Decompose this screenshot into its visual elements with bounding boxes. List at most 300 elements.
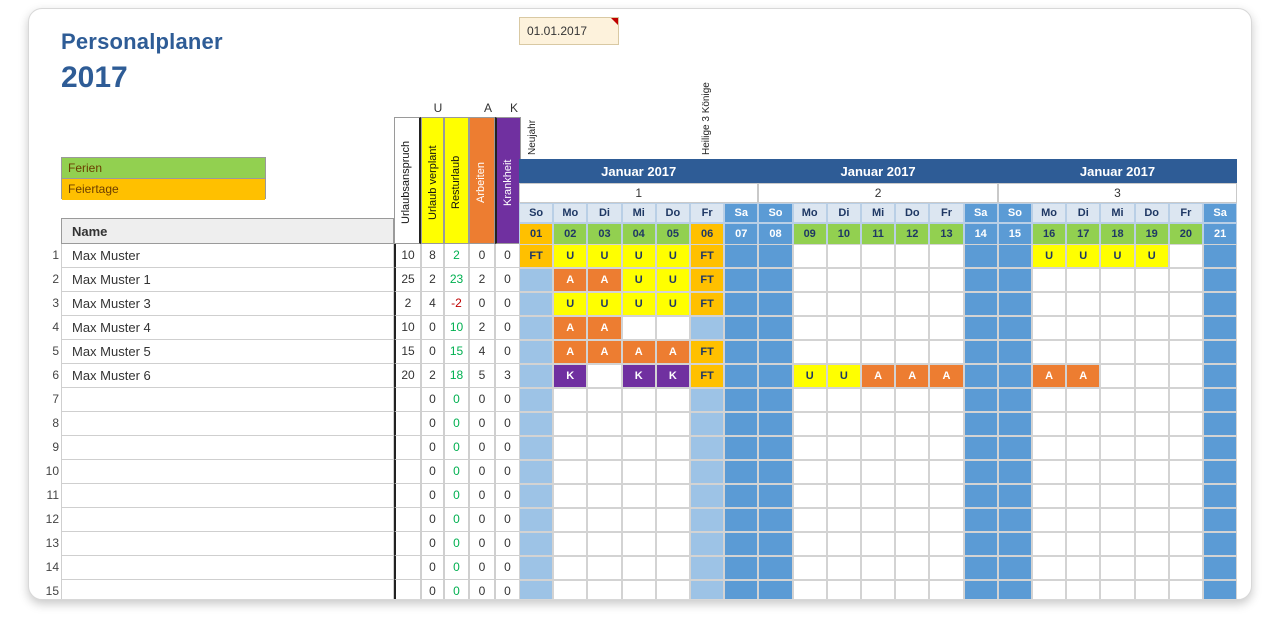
day-cell-13-06[interactable] <box>690 532 724 556</box>
day-cell-11-15[interactable] <box>998 484 1032 508</box>
day-cell-11-01[interactable] <box>519 484 553 508</box>
day-cell-7-04[interactable] <box>622 388 656 412</box>
day-cell-5-21[interactable] <box>1203 340 1237 364</box>
day-cell-11-14[interactable] <box>964 484 998 508</box>
day-cell-7-05[interactable] <box>656 388 690 412</box>
day-cell-5-03[interactable]: A <box>587 340 621 364</box>
day-cell-5-13[interactable] <box>929 340 963 364</box>
day-cell-6-03[interactable] <box>587 364 621 388</box>
summary-cell-10-2[interactable]: 0 <box>444 460 469 484</box>
summary-cell-8-2[interactable]: 0 <box>444 412 469 436</box>
day-cell-7-20[interactable] <box>1169 388 1203 412</box>
day-cell-11-08[interactable] <box>758 484 792 508</box>
day-cell-14-20[interactable] <box>1169 556 1203 580</box>
day-cell-5-01[interactable] <box>519 340 553 364</box>
day-cell-11-10[interactable] <box>827 484 861 508</box>
day-cell-14-13[interactable] <box>929 556 963 580</box>
day-cell-9-09[interactable] <box>793 436 827 460</box>
day-cell-11-12[interactable] <box>895 484 929 508</box>
day-cell-14-12[interactable] <box>895 556 929 580</box>
day-cell-6-19[interactable] <box>1135 364 1169 388</box>
day-cell-5-19[interactable] <box>1135 340 1169 364</box>
summary-cell-3-1[interactable]: 4 <box>421 292 444 316</box>
day-cell-14-08[interactable] <box>758 556 792 580</box>
day-cell-8-16[interactable] <box>1032 412 1066 436</box>
day-cell-14-21[interactable] <box>1203 556 1237 580</box>
summary-cell-15-1[interactable]: 0 <box>421 580 444 600</box>
day-cell-10-04[interactable] <box>622 460 656 484</box>
day-cell-7-18[interactable] <box>1100 388 1134 412</box>
day-cell-10-17[interactable] <box>1066 460 1100 484</box>
day-cell-12-07[interactable] <box>724 508 758 532</box>
day-cell-13-20[interactable] <box>1169 532 1203 556</box>
summary-cell-7-1[interactable]: 0 <box>421 388 444 412</box>
name-cell-1[interactable]: Max Muster <box>61 244 394 268</box>
day-cell-14-18[interactable] <box>1100 556 1134 580</box>
day-cell-9-04[interactable] <box>622 436 656 460</box>
day-cell-14-17[interactable] <box>1066 556 1100 580</box>
day-cell-7-06[interactable] <box>690 388 724 412</box>
day-cell-3-20[interactable] <box>1169 292 1203 316</box>
day-cell-5-10[interactable] <box>827 340 861 364</box>
day-cell-13-21[interactable] <box>1203 532 1237 556</box>
day-cell-4-02[interactable]: A <box>553 316 587 340</box>
day-cell-7-13[interactable] <box>929 388 963 412</box>
summary-cell-12-3[interactable]: 0 <box>469 508 495 532</box>
day-cell-10-14[interactable] <box>964 460 998 484</box>
day-cell-8-10[interactable] <box>827 412 861 436</box>
summary-cell-4-2[interactable]: 10 <box>444 316 469 340</box>
name-cell-12[interactable] <box>61 508 394 532</box>
day-cell-9-06[interactable] <box>690 436 724 460</box>
day-cell-11-17[interactable] <box>1066 484 1100 508</box>
day-cell-3-13[interactable] <box>929 292 963 316</box>
day-cell-15-21[interactable] <box>1203 580 1237 600</box>
day-cell-3-18[interactable] <box>1100 292 1134 316</box>
day-cell-9-10[interactable] <box>827 436 861 460</box>
day-cell-13-07[interactable] <box>724 532 758 556</box>
summary-cell-10-3[interactable]: 0 <box>469 460 495 484</box>
day-cell-13-03[interactable] <box>587 532 621 556</box>
day-cell-9-18[interactable] <box>1100 436 1134 460</box>
day-cell-12-04[interactable] <box>622 508 656 532</box>
summary-cell-9-4[interactable]: 0 <box>495 436 521 460</box>
day-cell-13-15[interactable] <box>998 532 1032 556</box>
day-cell-9-11[interactable] <box>861 436 895 460</box>
summary-cell-8-4[interactable]: 0 <box>495 412 521 436</box>
day-cell-6-14[interactable] <box>964 364 998 388</box>
day-cell-15-02[interactable] <box>553 580 587 600</box>
day-cell-1-10[interactable] <box>827 244 861 268</box>
day-cell-2-11[interactable] <box>861 268 895 292</box>
day-cell-4-12[interactable] <box>895 316 929 340</box>
day-cell-5-18[interactable] <box>1100 340 1134 364</box>
day-cell-15-03[interactable] <box>587 580 621 600</box>
day-cell-15-18[interactable] <box>1100 580 1134 600</box>
day-cell-13-18[interactable] <box>1100 532 1134 556</box>
day-cell-1-04[interactable]: U <box>622 244 656 268</box>
day-cell-3-09[interactable] <box>793 292 827 316</box>
day-cell-4-20[interactable] <box>1169 316 1203 340</box>
day-cell-14-11[interactable] <box>861 556 895 580</box>
summary-cell-1-4[interactable]: 0 <box>495 244 521 268</box>
name-cell-3[interactable]: Max Muster 3 <box>61 292 394 316</box>
day-cell-3-17[interactable] <box>1066 292 1100 316</box>
summary-cell-2-2[interactable]: 23 <box>444 268 469 292</box>
day-cell-12-12[interactable] <box>895 508 929 532</box>
day-cell-1-14[interactable] <box>964 244 998 268</box>
day-cell-2-06[interactable]: FT <box>690 268 724 292</box>
day-cell-7-09[interactable] <box>793 388 827 412</box>
day-cell-6-06[interactable]: FT <box>690 364 724 388</box>
day-cell-3-01[interactable] <box>519 292 553 316</box>
day-cell-1-20[interactable] <box>1169 244 1203 268</box>
day-cell-14-10[interactable] <box>827 556 861 580</box>
day-cell-3-19[interactable] <box>1135 292 1169 316</box>
day-cell-2-21[interactable] <box>1203 268 1237 292</box>
day-cell-4-04[interactable] <box>622 316 656 340</box>
day-cell-5-08[interactable] <box>758 340 792 364</box>
day-cell-3-02[interactable]: U <box>553 292 587 316</box>
summary-cell-5-3[interactable]: 4 <box>469 340 495 364</box>
day-cell-11-21[interactable] <box>1203 484 1237 508</box>
summary-cell-4-1[interactable]: 0 <box>421 316 444 340</box>
day-cell-5-17[interactable] <box>1066 340 1100 364</box>
day-cell-6-08[interactable] <box>758 364 792 388</box>
day-cell-12-08[interactable] <box>758 508 792 532</box>
summary-cell-6-2[interactable]: 18 <box>444 364 469 388</box>
day-cell-4-08[interactable] <box>758 316 792 340</box>
day-cell-2-03[interactable]: A <box>587 268 621 292</box>
day-cell-13-01[interactable] <box>519 532 553 556</box>
day-cell-11-03[interactable] <box>587 484 621 508</box>
day-cell-6-09[interactable]: U <box>793 364 827 388</box>
day-cell-4-18[interactable] <box>1100 316 1134 340</box>
day-cell-4-17[interactable] <box>1066 316 1100 340</box>
day-cell-7-01[interactable] <box>519 388 553 412</box>
summary-cell-15-2[interactable]: 0 <box>444 580 469 600</box>
name-cell-6[interactable]: Max Muster 6 <box>61 364 394 388</box>
day-cell-5-20[interactable] <box>1169 340 1203 364</box>
day-cell-10-18[interactable] <box>1100 460 1134 484</box>
day-cell-9-16[interactable] <box>1032 436 1066 460</box>
day-cell-12-13[interactable] <box>929 508 963 532</box>
day-cell-3-11[interactable] <box>861 292 895 316</box>
day-cell-9-17[interactable] <box>1066 436 1100 460</box>
day-cell-5-11[interactable] <box>861 340 895 364</box>
day-cell-8-18[interactable] <box>1100 412 1134 436</box>
day-cell-2-18[interactable] <box>1100 268 1134 292</box>
day-cell-9-20[interactable] <box>1169 436 1203 460</box>
day-cell-3-05[interactable]: U <box>656 292 690 316</box>
day-cell-3-10[interactable] <box>827 292 861 316</box>
day-cell-10-19[interactable] <box>1135 460 1169 484</box>
day-cell-11-18[interactable] <box>1100 484 1134 508</box>
day-cell-12-20[interactable] <box>1169 508 1203 532</box>
day-cell-9-05[interactable] <box>656 436 690 460</box>
day-cell-1-11[interactable] <box>861 244 895 268</box>
summary-cell-13-2[interactable]: 0 <box>444 532 469 556</box>
day-cell-2-13[interactable] <box>929 268 963 292</box>
summary-cell-14-0[interactable] <box>394 556 421 580</box>
day-cell-8-20[interactable] <box>1169 412 1203 436</box>
day-cell-13-17[interactable] <box>1066 532 1100 556</box>
summary-cell-10-4[interactable]: 0 <box>495 460 521 484</box>
day-cell-10-05[interactable] <box>656 460 690 484</box>
day-cell-6-07[interactable] <box>724 364 758 388</box>
day-cell-4-01[interactable] <box>519 316 553 340</box>
summary-cell-5-2[interactable]: 15 <box>444 340 469 364</box>
day-cell-2-17[interactable] <box>1066 268 1100 292</box>
day-cell-1-18[interactable]: U <box>1100 244 1134 268</box>
name-cell-5[interactable]: Max Muster 5 <box>61 340 394 364</box>
summary-cell-7-4[interactable]: 0 <box>495 388 521 412</box>
day-cell-2-12[interactable] <box>895 268 929 292</box>
day-cell-5-15[interactable] <box>998 340 1032 364</box>
day-cell-4-15[interactable] <box>998 316 1032 340</box>
day-cell-15-11[interactable] <box>861 580 895 600</box>
day-cell-9-14[interactable] <box>964 436 998 460</box>
day-cell-6-01[interactable] <box>519 364 553 388</box>
day-cell-15-13[interactable] <box>929 580 963 600</box>
summary-cell-9-3[interactable]: 0 <box>469 436 495 460</box>
name-cell-13[interactable] <box>61 532 394 556</box>
day-cell-2-05[interactable]: U <box>656 268 690 292</box>
day-cell-6-17[interactable]: A <box>1066 364 1100 388</box>
summary-cell-8-0[interactable] <box>394 412 421 436</box>
day-cell-8-04[interactable] <box>622 412 656 436</box>
day-cell-12-02[interactable] <box>553 508 587 532</box>
day-cell-15-15[interactable] <box>998 580 1032 600</box>
day-cell-2-09[interactable] <box>793 268 827 292</box>
day-cell-6-02[interactable]: K <box>553 364 587 388</box>
day-cell-15-07[interactable] <box>724 580 758 600</box>
summary-cell-6-0[interactable]: 20 <box>394 364 421 388</box>
summary-cell-13-3[interactable]: 0 <box>469 532 495 556</box>
day-cell-2-19[interactable] <box>1135 268 1169 292</box>
day-cell-6-13[interactable]: A <box>929 364 963 388</box>
day-cell-7-15[interactable] <box>998 388 1032 412</box>
day-cell-4-21[interactable] <box>1203 316 1237 340</box>
day-cell-10-11[interactable] <box>861 460 895 484</box>
day-cell-6-20[interactable] <box>1169 364 1203 388</box>
summary-cell-15-0[interactable] <box>394 580 421 600</box>
day-cell-9-08[interactable] <box>758 436 792 460</box>
day-cell-15-04[interactable] <box>622 580 656 600</box>
day-cell-8-01[interactable] <box>519 412 553 436</box>
day-cell-14-03[interactable] <box>587 556 621 580</box>
day-cell-12-19[interactable] <box>1135 508 1169 532</box>
summary-cell-6-4[interactable]: 3 <box>495 364 521 388</box>
day-cell-11-20[interactable] <box>1169 484 1203 508</box>
day-cell-11-13[interactable] <box>929 484 963 508</box>
day-cell-12-03[interactable] <box>587 508 621 532</box>
day-cell-15-19[interactable] <box>1135 580 1169 600</box>
summary-cell-9-1[interactable]: 0 <box>421 436 444 460</box>
day-cell-7-10[interactable] <box>827 388 861 412</box>
summary-cell-3-0[interactable]: 2 <box>394 292 421 316</box>
summary-cell-12-0[interactable] <box>394 508 421 532</box>
name-cell-14[interactable] <box>61 556 394 580</box>
day-cell-13-13[interactable] <box>929 532 963 556</box>
summary-cell-11-4[interactable]: 0 <box>495 484 521 508</box>
day-cell-9-21[interactable] <box>1203 436 1237 460</box>
day-cell-14-02[interactable] <box>553 556 587 580</box>
day-cell-6-18[interactable] <box>1100 364 1134 388</box>
day-cell-13-02[interactable] <box>553 532 587 556</box>
day-cell-9-01[interactable] <box>519 436 553 460</box>
summary-cell-1-1[interactable]: 8 <box>421 244 444 268</box>
day-cell-4-19[interactable] <box>1135 316 1169 340</box>
day-cell-8-11[interactable] <box>861 412 895 436</box>
day-cell-13-09[interactable] <box>793 532 827 556</box>
day-cell-10-03[interactable] <box>587 460 621 484</box>
day-cell-2-20[interactable] <box>1169 268 1203 292</box>
summary-cell-2-1[interactable]: 2 <box>421 268 444 292</box>
day-cell-1-19[interactable]: U <box>1135 244 1169 268</box>
summary-cell-5-4[interactable]: 0 <box>495 340 521 364</box>
summary-cell-10-0[interactable] <box>394 460 421 484</box>
day-cell-12-05[interactable] <box>656 508 690 532</box>
day-cell-15-05[interactable] <box>656 580 690 600</box>
day-cell-12-01[interactable] <box>519 508 553 532</box>
name-cell-10[interactable] <box>61 460 394 484</box>
day-cell-10-20[interactable] <box>1169 460 1203 484</box>
day-cell-12-18[interactable] <box>1100 508 1134 532</box>
summary-cell-14-4[interactable]: 0 <box>495 556 521 580</box>
day-cell-4-11[interactable] <box>861 316 895 340</box>
day-cell-4-06[interactable] <box>690 316 724 340</box>
day-cell-14-19[interactable] <box>1135 556 1169 580</box>
day-cell-8-06[interactable] <box>690 412 724 436</box>
day-cell-3-06[interactable]: FT <box>690 292 724 316</box>
day-cell-13-10[interactable] <box>827 532 861 556</box>
summary-cell-11-3[interactable]: 0 <box>469 484 495 508</box>
name-cell-11[interactable] <box>61 484 394 508</box>
day-cell-14-14[interactable] <box>964 556 998 580</box>
day-cell-9-12[interactable] <box>895 436 929 460</box>
summary-cell-3-3[interactable]: 0 <box>469 292 495 316</box>
day-cell-6-11[interactable]: A <box>861 364 895 388</box>
day-cell-7-03[interactable] <box>587 388 621 412</box>
day-cell-1-17[interactable]: U <box>1066 244 1100 268</box>
day-cell-8-09[interactable] <box>793 412 827 436</box>
day-cell-12-17[interactable] <box>1066 508 1100 532</box>
day-cell-9-03[interactable] <box>587 436 621 460</box>
summary-cell-3-2[interactable]: -2 <box>444 292 469 316</box>
day-cell-11-02[interactable] <box>553 484 587 508</box>
day-cell-6-16[interactable]: A <box>1032 364 1066 388</box>
day-cell-15-17[interactable] <box>1066 580 1100 600</box>
summary-cell-1-0[interactable]: 10 <box>394 244 421 268</box>
day-cell-14-04[interactable] <box>622 556 656 580</box>
date-input[interactable] <box>519 17 619 45</box>
summary-cell-5-1[interactable]: 0 <box>421 340 444 364</box>
day-cell-8-21[interactable] <box>1203 412 1237 436</box>
day-cell-10-16[interactable] <box>1032 460 1066 484</box>
day-cell-10-06[interactable] <box>690 460 724 484</box>
day-cell-8-12[interactable] <box>895 412 929 436</box>
day-cell-14-09[interactable] <box>793 556 827 580</box>
day-cell-7-11[interactable] <box>861 388 895 412</box>
day-cell-9-07[interactable] <box>724 436 758 460</box>
day-cell-4-09[interactable] <box>793 316 827 340</box>
day-cell-10-02[interactable] <box>553 460 587 484</box>
day-cell-1-13[interactable] <box>929 244 963 268</box>
day-cell-5-16[interactable] <box>1032 340 1066 364</box>
day-cell-10-13[interactable] <box>929 460 963 484</box>
day-cell-7-17[interactable] <box>1066 388 1100 412</box>
day-cell-4-05[interactable] <box>656 316 690 340</box>
day-cell-12-21[interactable] <box>1203 508 1237 532</box>
day-cell-3-07[interactable] <box>724 292 758 316</box>
day-cell-8-17[interactable] <box>1066 412 1100 436</box>
day-cell-8-07[interactable] <box>724 412 758 436</box>
day-cell-10-21[interactable] <box>1203 460 1237 484</box>
day-cell-11-11[interactable] <box>861 484 895 508</box>
summary-cell-15-3[interactable]: 0 <box>469 580 495 600</box>
day-cell-6-05[interactable]: K <box>656 364 690 388</box>
day-cell-15-09[interactable] <box>793 580 827 600</box>
day-cell-12-09[interactable] <box>793 508 827 532</box>
summary-cell-14-3[interactable]: 0 <box>469 556 495 580</box>
summary-cell-11-2[interactable]: 0 <box>444 484 469 508</box>
day-cell-10-12[interactable] <box>895 460 929 484</box>
day-cell-7-21[interactable] <box>1203 388 1237 412</box>
name-cell-8[interactable] <box>61 412 394 436</box>
summary-cell-7-3[interactable]: 0 <box>469 388 495 412</box>
summary-cell-2-4[interactable]: 0 <box>495 268 521 292</box>
day-cell-11-07[interactable] <box>724 484 758 508</box>
day-cell-12-11[interactable] <box>861 508 895 532</box>
day-cell-2-16[interactable] <box>1032 268 1066 292</box>
day-cell-15-01[interactable] <box>519 580 553 600</box>
summary-cell-4-4[interactable]: 0 <box>495 316 521 340</box>
summary-cell-1-3[interactable]: 0 <box>469 244 495 268</box>
day-cell-7-02[interactable] <box>553 388 587 412</box>
day-cell-4-07[interactable] <box>724 316 758 340</box>
day-cell-14-07[interactable] <box>724 556 758 580</box>
day-cell-3-14[interactable] <box>964 292 998 316</box>
summary-cell-1-2[interactable]: 2 <box>444 244 469 268</box>
day-cell-11-19[interactable] <box>1135 484 1169 508</box>
day-cell-8-03[interactable] <box>587 412 621 436</box>
day-cell-12-15[interactable] <box>998 508 1032 532</box>
day-cell-7-16[interactable] <box>1032 388 1066 412</box>
day-cell-5-12[interactable] <box>895 340 929 364</box>
day-cell-7-19[interactable] <box>1135 388 1169 412</box>
day-cell-1-12[interactable] <box>895 244 929 268</box>
day-cell-3-21[interactable] <box>1203 292 1237 316</box>
day-cell-5-14[interactable] <box>964 340 998 364</box>
day-cell-10-07[interactable] <box>724 460 758 484</box>
summary-cell-15-4[interactable]: 0 <box>495 580 521 600</box>
day-cell-10-10[interactable] <box>827 460 861 484</box>
day-cell-11-04[interactable] <box>622 484 656 508</box>
day-cell-13-05[interactable] <box>656 532 690 556</box>
day-cell-2-01[interactable] <box>519 268 553 292</box>
summary-cell-13-0[interactable] <box>394 532 421 556</box>
day-cell-1-03[interactable]: U <box>587 244 621 268</box>
day-cell-13-16[interactable] <box>1032 532 1066 556</box>
day-cell-5-04[interactable]: A <box>622 340 656 364</box>
day-cell-8-05[interactable] <box>656 412 690 436</box>
summary-cell-14-1[interactable]: 0 <box>421 556 444 580</box>
day-cell-12-06[interactable] <box>690 508 724 532</box>
day-cell-14-16[interactable] <box>1032 556 1066 580</box>
day-cell-14-01[interactable] <box>519 556 553 580</box>
day-cell-8-08[interactable] <box>758 412 792 436</box>
